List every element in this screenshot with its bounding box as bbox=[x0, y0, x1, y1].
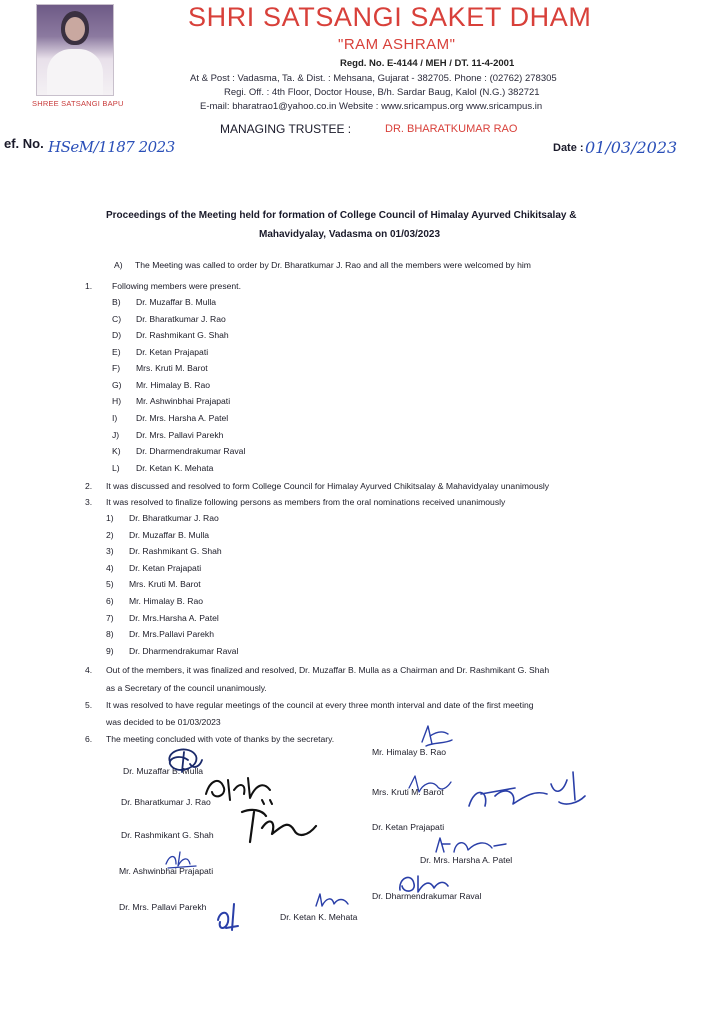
signatory-name: Mr. Himalay B. Rao bbox=[372, 747, 447, 757]
member-marker: 6) bbox=[106, 596, 114, 606]
organization-name: SHRI SATSANGI SAKET DHAM bbox=[188, 2, 592, 32]
item-marker: 1. bbox=[85, 281, 93, 291]
item-marker: 2. bbox=[85, 481, 93, 491]
signature-mark bbox=[162, 848, 202, 870]
trustee-name: DR. BHARATKUMAR RAO bbox=[385, 123, 518, 135]
member-name: Mr. Himalay B. Rao bbox=[129, 596, 204, 606]
registration-number: Regd. No. E-4144 / MEH / DT. 11-4-2001 bbox=[340, 58, 515, 69]
item-text-continued: was decided to be 01/03/2023 bbox=[106, 717, 221, 727]
member-name: Dr. Ketan K. Mehata bbox=[136, 463, 214, 473]
member-name: Mr. Ashwinbhai Prajapati bbox=[136, 396, 231, 406]
trustee-label: MANAGING TRUSTEE : bbox=[220, 122, 352, 136]
member-marker: 5) bbox=[106, 579, 114, 589]
member-name: Mrs. Kruti M. Barot bbox=[136, 363, 208, 373]
member-name: Dr. Mrs.Pallavi Parekh bbox=[129, 629, 215, 639]
address-line: At & Post : Vadasma, Ta. & Dist. : Mehsana, Gujarat - 382705. Phone : (02762) 278305 bbox=[190, 73, 557, 84]
item-text: It was resolved to finalize following persons as members from the oral nominations received unanimously bbox=[106, 497, 506, 507]
member-marker: L) bbox=[112, 463, 120, 473]
member-name: Mrs. Kruti M. Barot bbox=[129, 579, 201, 589]
member-name: Dr. Ketan Prajapati bbox=[136, 347, 209, 357]
member-marker: F) bbox=[112, 363, 121, 373]
member-name: Dr. Rashmikant G. Shah bbox=[129, 546, 222, 556]
signatory-name: Dr. Bharatkumar J. Rao bbox=[121, 797, 211, 807]
item-text: Out of the members, it was finalized and resolved, Dr. Muzaffar B. Mulla as a Chairman and Dr. Rashmikant G. Shah bbox=[106, 665, 550, 675]
member-name: Dr. Muzaffar B. Mulla bbox=[129, 530, 210, 540]
date-label: Date : bbox=[553, 142, 584, 154]
member-name: Dr. Rashmikant G. Shah bbox=[136, 330, 229, 340]
member-marker: 8) bbox=[106, 629, 114, 639]
member-name: Dr. Mrs. Pallavi Parekh bbox=[136, 430, 224, 440]
member-marker: 2) bbox=[106, 530, 114, 540]
member-name: Dr. Mrs.Harsha A. Patel bbox=[129, 613, 219, 623]
member-marker: G) bbox=[112, 380, 122, 390]
item-marker: 4. bbox=[85, 665, 93, 675]
signatory-name: Dr. Muzaffar B. Mulla bbox=[123, 766, 204, 776]
contact-line: E-mail: bharatrao1@yahoo.co.in Website : www.sricampus.org www.sricampus.in bbox=[200, 101, 543, 112]
member-marker: B) bbox=[112, 297, 121, 307]
reference-number: HSeM/1187 2023 bbox=[48, 138, 175, 156]
member-marker: 7) bbox=[106, 613, 114, 623]
signatory-name: Dr. Mrs. Harsha A. Patel bbox=[420, 855, 513, 865]
signature-mark bbox=[455, 766, 595, 826]
founder-photo bbox=[36, 4, 114, 96]
member-name: Dr. Bharatkumar J. Rao bbox=[129, 513, 219, 523]
member-name: Dr. Ketan Prajapati bbox=[129, 563, 202, 573]
proceedings-heading: Proceedings of the Meeting held for formation of College Council of Himalay Ayurved Chikitsalay & bbox=[106, 210, 577, 221]
date-value: 01/03/2023 bbox=[585, 138, 678, 157]
signature-mark bbox=[236, 802, 326, 846]
signature-mark bbox=[394, 868, 454, 896]
member-marker: C) bbox=[112, 314, 122, 324]
signatory-name: Mr. Ashwinbhai Prajapati bbox=[119, 866, 214, 876]
item-text: It was discussed and resolved to form College Council for Himalay Ayurved Chikitsalay & Mahavidyalay unanimously bbox=[106, 481, 550, 491]
office-address-line: Regi. Off. : 4th Floor, Doctor House, B/h. Sardar Baug, Kalol (N.G.) 382721 bbox=[224, 87, 540, 98]
member-marker: 1) bbox=[106, 513, 114, 523]
signatory-name: Dr. Rashmikant G. Shah bbox=[121, 830, 214, 840]
signatory-name: Mrs. Kruti M. Barot bbox=[372, 787, 444, 797]
signature-mark bbox=[405, 770, 455, 800]
signature-mark bbox=[212, 900, 246, 936]
signatory-name: Dr. Ketan Prajapati bbox=[372, 822, 445, 832]
member-marker: H) bbox=[112, 396, 122, 406]
member-marker: 3) bbox=[106, 546, 114, 556]
member-name: Dr. Bharatkumar J. Rao bbox=[136, 314, 226, 324]
signatory-name: Dr. Ketan K. Mehata bbox=[280, 912, 358, 922]
member-marker: K) bbox=[112, 446, 121, 456]
item-text-continued: as a Secretary of the council unanimously. bbox=[106, 683, 267, 693]
member-marker: D) bbox=[112, 330, 122, 340]
item-marker: 3. bbox=[85, 497, 93, 507]
member-name: Dr. Dharmendrakumar Raval bbox=[129, 646, 239, 656]
member-name: Dr. Dharmendrakumar Raval bbox=[136, 446, 246, 456]
item-text: Following members were present. bbox=[112, 281, 241, 291]
member-marker: 4) bbox=[106, 563, 114, 573]
photo-caption: SHREE SATSANGI BAPU bbox=[32, 99, 124, 108]
item-marker: 6. bbox=[85, 734, 93, 744]
member-name: Dr. Muzaffar B. Mulla bbox=[136, 297, 217, 307]
member-name: Mr. Himalay B. Rao bbox=[136, 380, 211, 390]
reference-label: ef. No. bbox=[4, 136, 44, 151]
item-marker: A) bbox=[114, 260, 123, 270]
intro-text: The Meeting was called to order by Dr. Bharatkumar J. Rao and all the members were welcomed by him bbox=[135, 260, 531, 270]
signatory-name: Dr. Mrs. Pallavi Parekh bbox=[119, 902, 207, 912]
member-marker: I) bbox=[112, 413, 118, 423]
signature-mark bbox=[432, 832, 512, 858]
member-marker: 9) bbox=[106, 646, 114, 656]
item-text: It was resolved to have regular meetings of the council at every three month interval and date of the first meeting bbox=[106, 700, 534, 710]
organization-subtitle: "RAM ASHRAM" bbox=[338, 36, 456, 53]
member-marker: J) bbox=[112, 430, 120, 440]
member-name: Dr. Mrs. Harsha A. Patel bbox=[136, 413, 229, 423]
signature-mark bbox=[312, 890, 352, 912]
signatory-name: Dr. Dharmendrakumar Raval bbox=[372, 891, 482, 901]
proceedings-heading-line2: Mahavidyalay, Vadasma on 01/03/2023 bbox=[259, 229, 441, 240]
member-marker: E) bbox=[112, 347, 121, 357]
item-marker: 5. bbox=[85, 700, 93, 710]
item-text: The meeting concluded with vote of thanks by the secretary. bbox=[106, 734, 335, 744]
signature-mark bbox=[418, 722, 458, 752]
